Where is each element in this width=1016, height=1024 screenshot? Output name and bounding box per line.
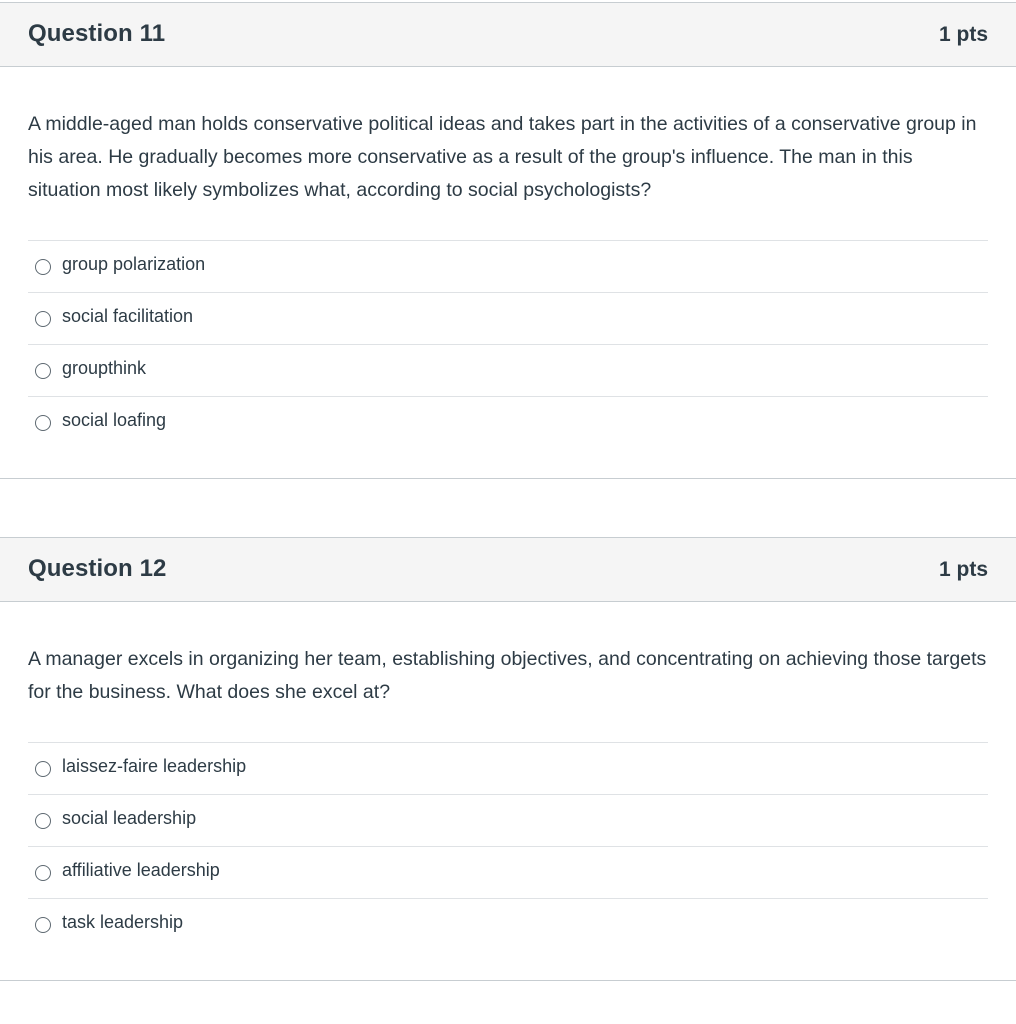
question-text: A middle-aged man holds conservative political ideas and takes part in the activities of a conservative group in his area. He gradually becomes more conservative as a result of the group's influence. The man in this situation most likely symbolizes what, according to social psychologists? [28,113,977,201]
question-text: A manager excels in organizing her team, establishing objectives, and concentrating on achieving those targets for the business. What does she excel at? [28,648,987,703]
answer-label[interactable]: social facilitation [62,306,194,326]
answer-label[interactable]: laissez-faire leadership [62,756,247,776]
radio-button[interactable] [35,311,51,327]
answer-label[interactable]: task leadership [62,912,184,932]
radio-button[interactable] [35,259,51,275]
radio-button[interactable] [35,363,51,379]
answer-label[interactable]: affiliative leadership [62,860,220,880]
answer-option[interactable] [28,794,988,846]
answer-list [28,240,988,448]
answer-label[interactable]: groupthink [62,358,147,378]
question-title: Question 12 [28,555,167,582]
question-title: Question 11 [28,20,166,47]
answer-option[interactable] [28,898,988,950]
radio-button[interactable] [35,865,51,881]
answer-option[interactable] [28,344,988,396]
question-card [0,2,1016,479]
question-points: 1 pts [938,558,988,581]
radio-button[interactable] [35,415,51,431]
radio-button[interactable] [35,813,51,829]
answer-option[interactable] [28,396,988,448]
answer-list [28,742,988,950]
question-header [0,538,1016,602]
question-points: 1 pts [938,23,988,46]
answer-option[interactable] [28,846,988,898]
answer-option[interactable] [28,292,988,344]
question-card [0,537,1016,981]
radio-button[interactable] [35,917,51,933]
question-header [0,3,1016,67]
radio-button[interactable] [35,761,51,777]
answer-label[interactable]: social leadership [62,808,197,828]
answer-label[interactable]: group polarization [62,254,206,274]
answer-option[interactable] [28,240,988,292]
answer-option[interactable] [28,742,988,794]
answer-label[interactable]: social loafing [62,410,167,430]
